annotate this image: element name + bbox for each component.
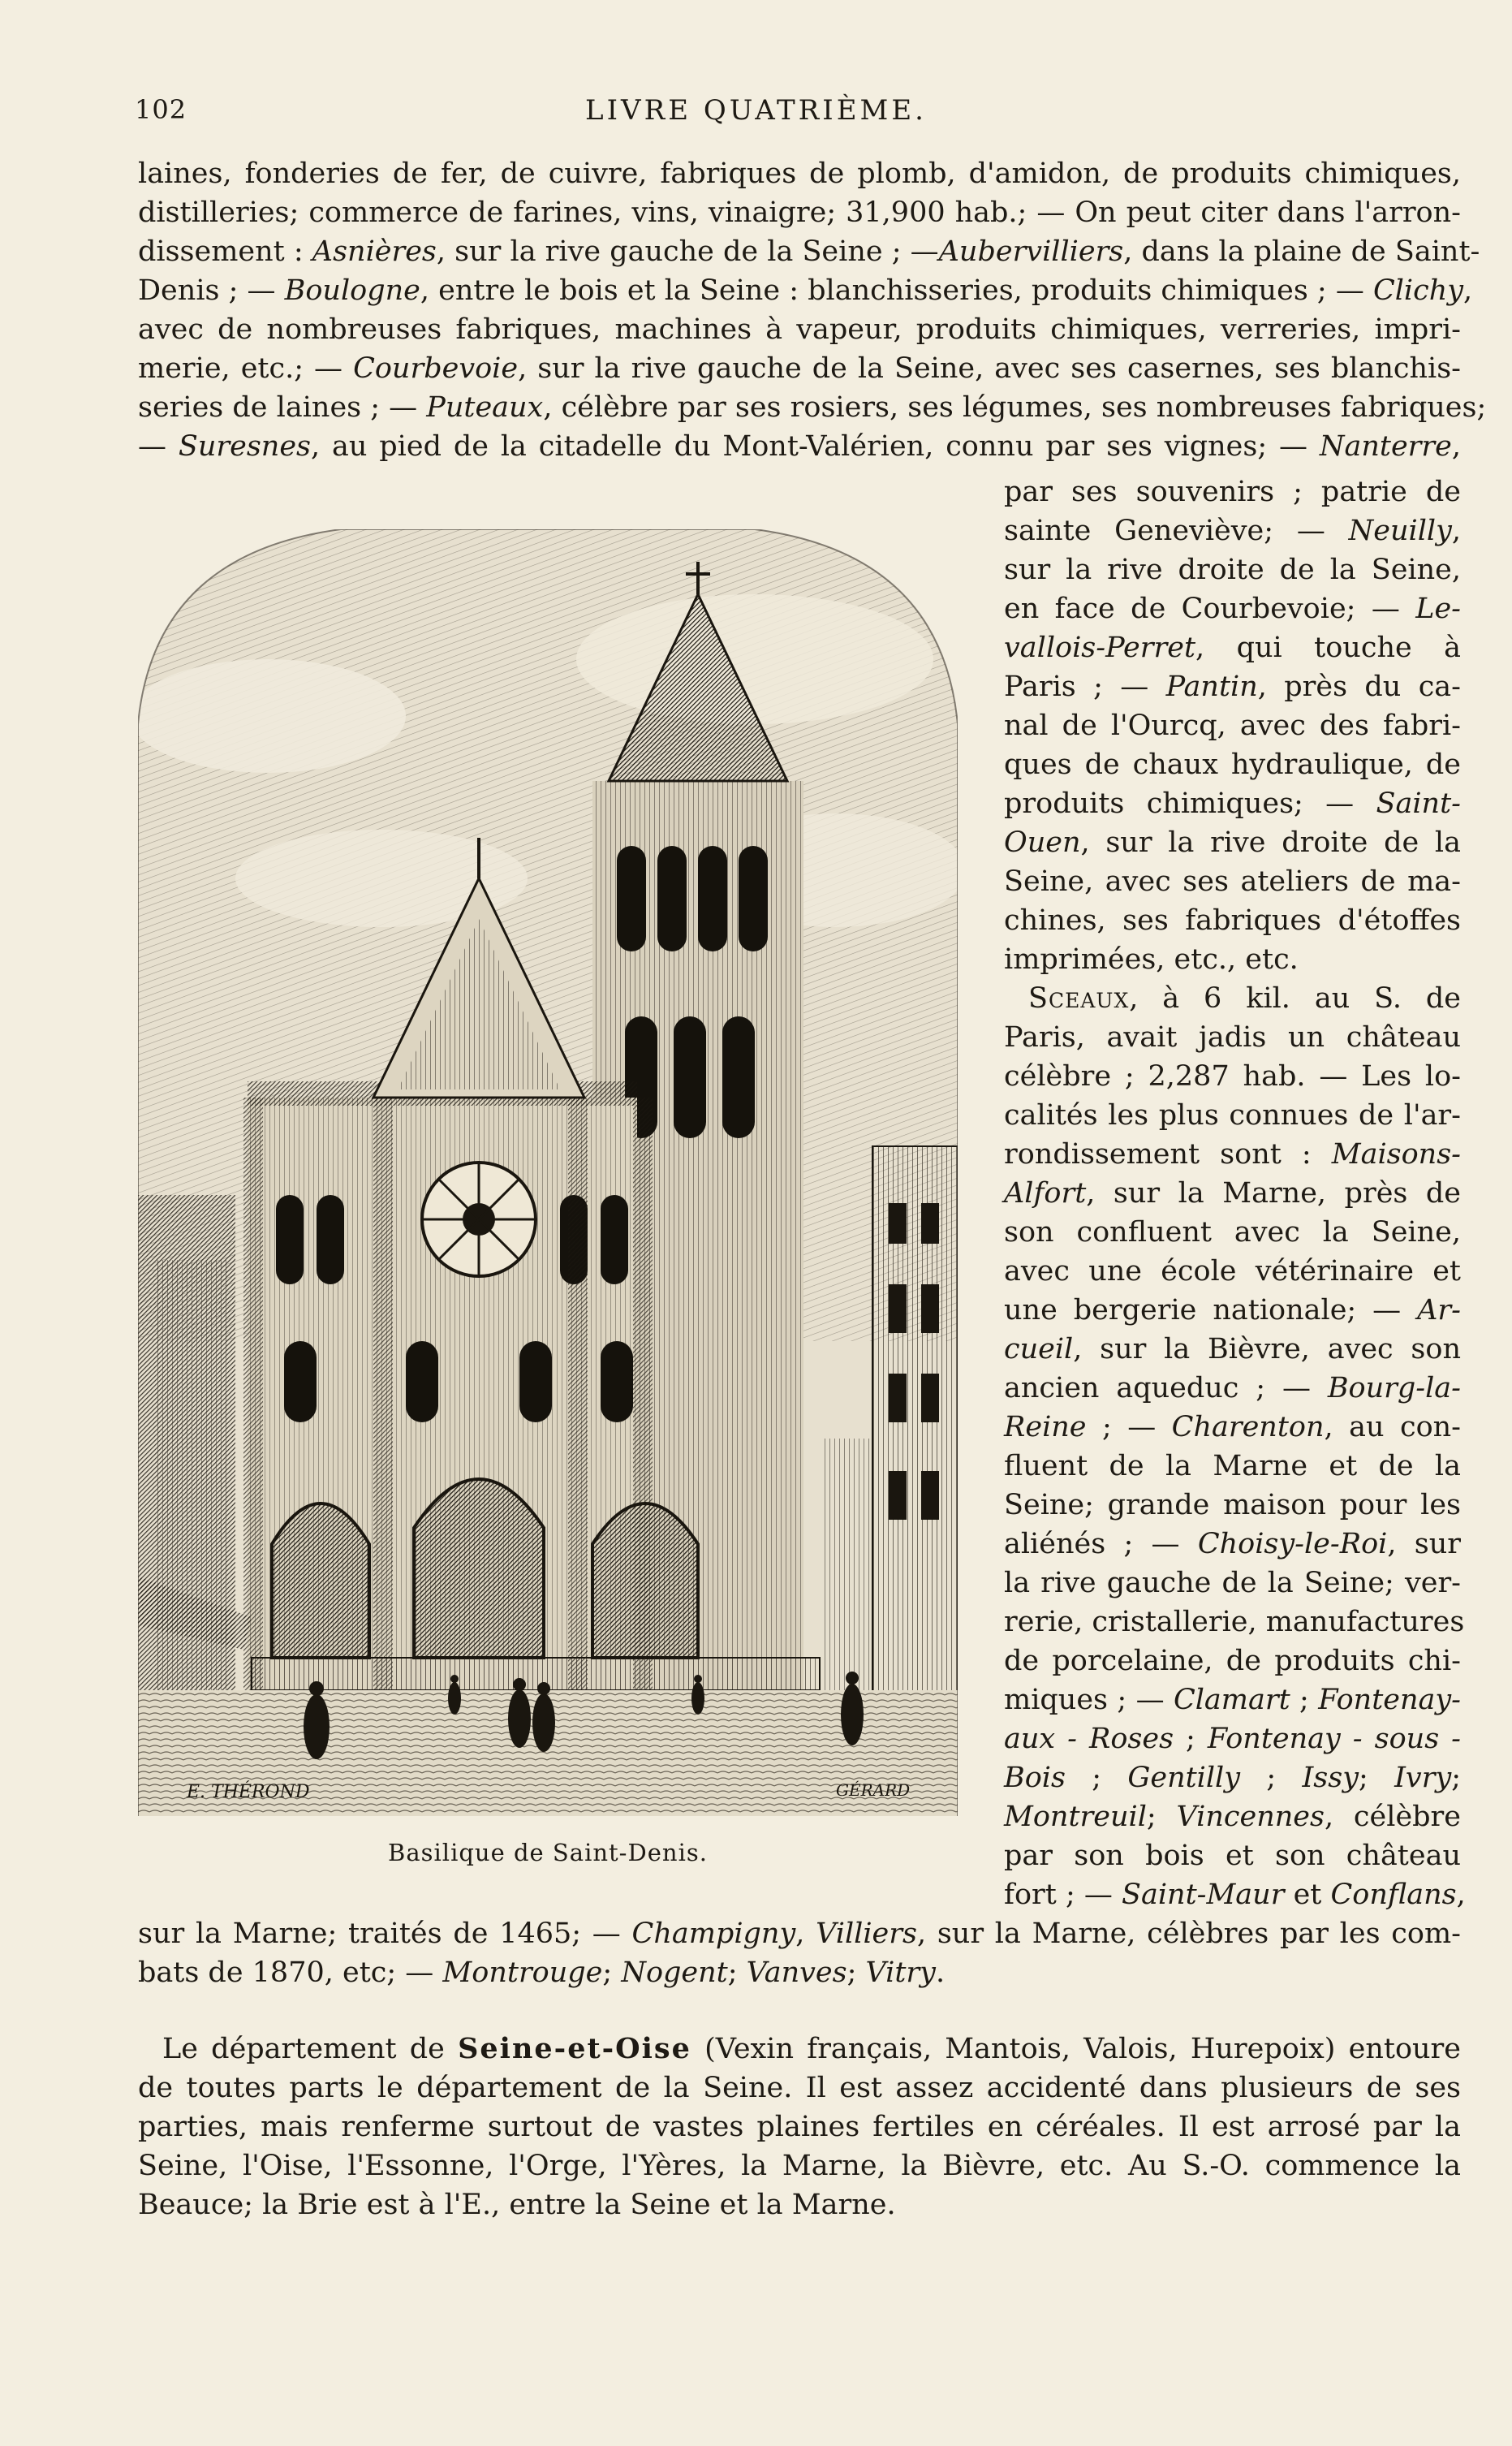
- text-line: Paris, avait jadis un château: [1004, 1021, 1461, 1054]
- text-line: avec une école vétérinaire et: [1004, 1255, 1461, 1288]
- running-title: LIVRE QUATRIÈME.: [585, 94, 927, 127]
- text-line: dissement : Asnières, sur la rive gauche de la Seine ; —Aubervilliers, dans la plaine de Saint-: [138, 235, 1480, 268]
- text-line: distilleries; commerce de farines, vins, vinaigre; 31,900 hab.; — On peut citer dans l'arron-: [138, 196, 1461, 229]
- text-line: Denis ; — Boulogne, entre le bois et la Seine : blanchisseries, produits chimiques ; — Clichy,: [138, 274, 1473, 307]
- text-line: ancien aqueduc ; — Bourg-la-: [1004, 1372, 1461, 1404]
- text-line: vallois-Perret, qui touche à: [1004, 632, 1461, 664]
- text-line: Bois ; Gentilly ; Issy; Ivry;: [1004, 1762, 1462, 1794]
- text-line: son confluent avec la Seine,: [1004, 1216, 1461, 1249]
- text-line: sur la Marne; traités de 1465; — Champigny, Villiers, sur la Marne, célèbres par les com-: [138, 1918, 1461, 1950]
- running-head: [0, 91, 1512, 136]
- text-line: une bergerie nationale; — Ar-: [1004, 1294, 1461, 1327]
- text-line: ques de chaux hydraulique, de: [1004, 748, 1461, 781]
- text-line: par ses souvenirs ; patrie de: [1004, 476, 1461, 508]
- text-line: aliénés ; — Choisy-le-Roi, sur: [1004, 1528, 1461, 1560]
- text-line: Seine, avec ses ateliers de ma-: [1004, 865, 1461, 898]
- text-line: par son bois et son château: [1004, 1840, 1461, 1872]
- text-line: fluent de la Marne et de la: [1004, 1450, 1461, 1482]
- artist-signature: GÉRARD: [836, 1780, 911, 1800]
- text-line: Alfort, sur la Marne, près de: [1004, 1177, 1461, 1210]
- text-line: nal de l'Ourcq, avec des fabri-: [1004, 710, 1461, 742]
- text-line: de porcelaine, de produits chi-: [1004, 1645, 1461, 1677]
- text-line: miques ; — Clamart ; Fontenay-: [1004, 1684, 1461, 1716]
- text-line: calités les plus connues de l'ar-: [1004, 1099, 1461, 1132]
- text-line: Seine; grande maison pour les: [1004, 1489, 1461, 1521]
- text-line: Beauce; la Brie est à l'E., entre la Seine et la Marne.: [138, 2189, 896, 2221]
- text-line: fort ; — Saint-Maur et Conflans,: [1004, 1879, 1466, 1911]
- text-line: sur la rive droite de la Seine,: [1004, 554, 1461, 586]
- text-line: Montreuil; Vincennes, célèbre: [1004, 1801, 1462, 1833]
- text-line: — Suresnes, au pied de la citadelle du Mont-Valérien, connu par ses vignes; — Nanterre,: [138, 430, 1461, 463]
- text-line: Paris ; — Pantin, près du ca-: [1004, 671, 1461, 703]
- text-line: laines, fonderies de fer, de cuivre, fabriques de plomb, d'amidon, de produits chimiques,: [138, 157, 1461, 190]
- text-line: chines, ses fabriques d'étoffes: [1004, 904, 1461, 937]
- text-line: series de laines ; — Puteaux, célèbre par ses rosiers, ses légumes, ses nombreuses fabriques;: [138, 391, 1487, 424]
- text-line: merie, etc.; — Courbevoie, sur la rive gauche de la Seine, avec ses casernes, ses blanchis-: [138, 352, 1461, 385]
- text-line: avec de nombreuses fabriques, machines à vapeur, produits chimiques, verreries, impri-: [138, 313, 1461, 346]
- text-line: Reine ; — Charenton, au con-: [1004, 1411, 1462, 1443]
- text-line: la rive gauche de la Seine; ver-: [1004, 1567, 1461, 1599]
- page-number: 102: [135, 94, 187, 125]
- text-line: Sceaux, à 6 kil. au S. de: [1028, 982, 1461, 1015]
- text-line: aux - Roses ; Fontenay - sous -: [1004, 1723, 1461, 1755]
- text-line: Le département de Seine-et-Oise (Vexin français, Mantois, Valois, Hurepoix) entoure: [162, 2032, 1461, 2065]
- text-line: rerie, cristallerie, manufactures: [1004, 1606, 1465, 1638]
- text-line: parties, mais renferme surtout de vastes plaines fertiles en céréales. Il est arrosé par la: [138, 2111, 1461, 2143]
- text-line: imprimées, etc., etc.: [1004, 943, 1299, 976]
- text-line: en face de Courbevoie; — Le-: [1004, 593, 1461, 625]
- text-line: Seine, l'Oise, l'Essonne, l'Orge, l'Yères, la Marne, la Bièvre, etc. Au S.-O. commence la: [138, 2150, 1461, 2182]
- text-line: Ouen, sur la rive droite de la: [1004, 826, 1461, 859]
- text-line: cueil, sur la Bièvre, avec son: [1004, 1333, 1461, 1365]
- figure-caption: Basilique de Saint-Denis.: [388, 1839, 708, 1866]
- engraver-signature: E. THÉROND: [187, 1782, 310, 1802]
- text-line: sainte Geneviève; — Neuilly,: [1004, 515, 1461, 547]
- text-line: célèbre ; 2,287 hab. — Les lo-: [1004, 1060, 1461, 1093]
- text-line: de toutes parts le département de la Seine. Il est assez accidenté dans plusieurs de ses: [138, 2072, 1461, 2104]
- engraving-basilique-saint-denis: [138, 529, 958, 1816]
- text-line: produits chimiques; — Saint-: [1004, 787, 1461, 820]
- engraving-illustration: [138, 529, 958, 1816]
- text-line: bats de 1870, etc; — Montrouge; Nogent; Vanves; Vitry.: [138, 1956, 946, 1989]
- text-line: rondissement sont : Maisons-: [1004, 1138, 1461, 1171]
- department-name: Seine-et-Oise: [458, 2032, 691, 2065]
